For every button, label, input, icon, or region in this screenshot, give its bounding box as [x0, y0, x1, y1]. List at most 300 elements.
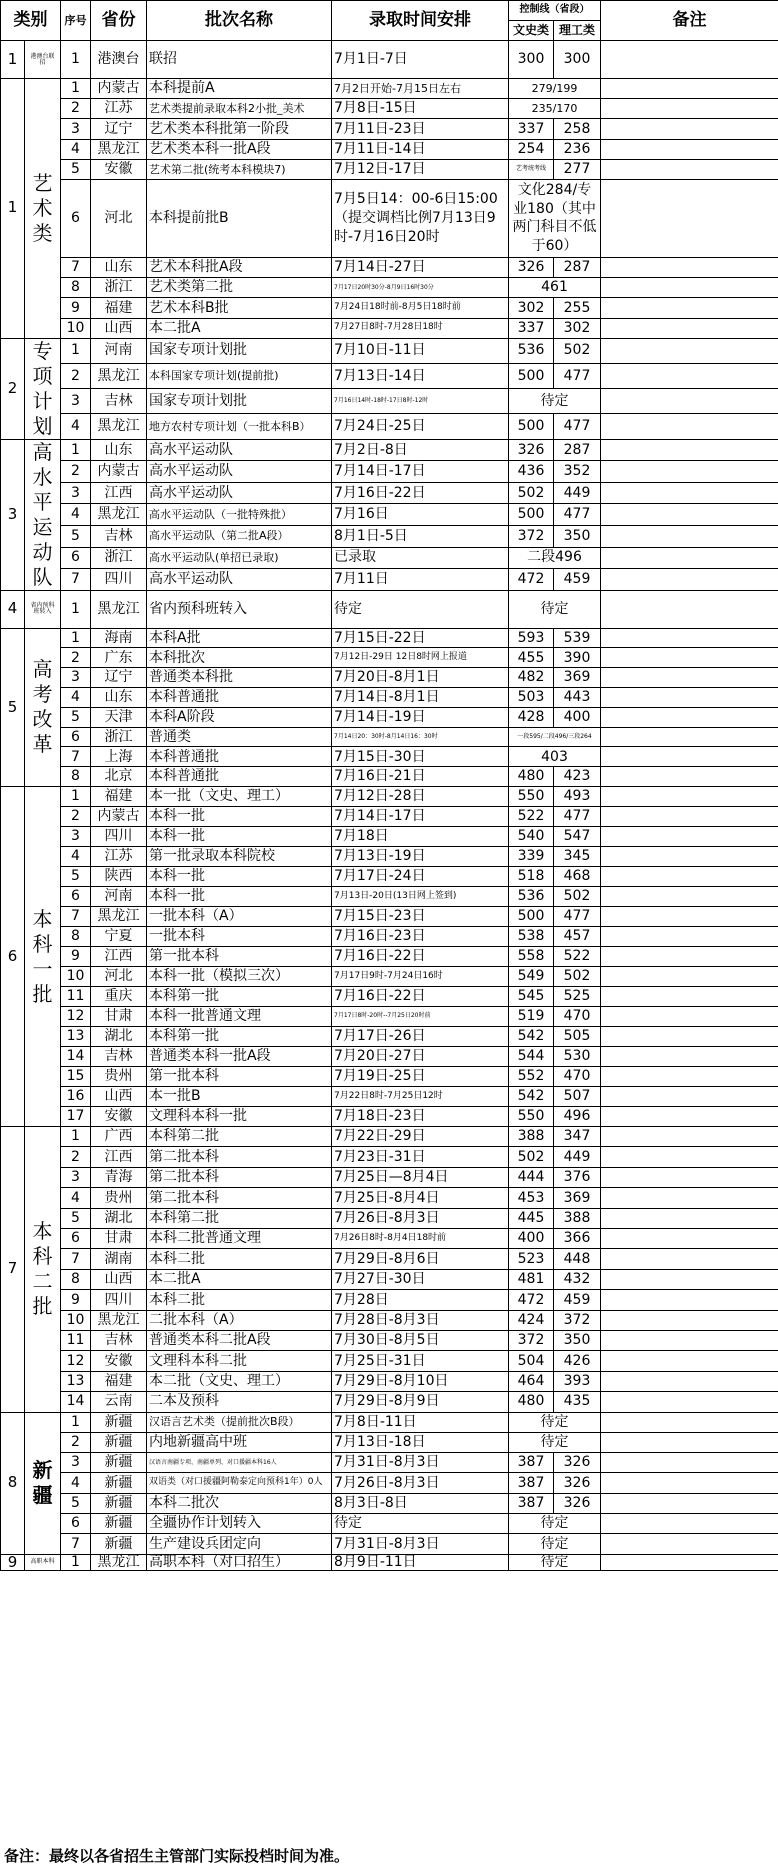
table-row — [1, 139, 778, 159]
row-province: 内蒙古 — [91, 79, 147, 99]
row-remarks — [601, 525, 778, 547]
row-batch: 生产建设兵团定向 — [147, 1534, 332, 1554]
row-province: 辽宁 — [91, 668, 147, 688]
row-schedule: 7月29日-8月10日 — [332, 1371, 509, 1391]
row-seq: 7 — [61, 1249, 91, 1269]
row-control-line: 279/199 — [509, 79, 601, 99]
row-seq: 4 — [61, 139, 91, 159]
row-control-line: 文化284/专业180（其中两门科目不低于60） — [509, 179, 601, 257]
row-control-line: 待定 — [509, 389, 601, 414]
row-arts-score: 558 — [509, 947, 554, 967]
row-control-line: 二段496 — [509, 547, 601, 569]
row-province: 港澳台 — [91, 41, 147, 79]
row-arts-score: 502 — [509, 1147, 554, 1167]
row-seq: 2 — [61, 1432, 91, 1452]
row-arts-score: 472 — [509, 1290, 554, 1310]
row-seq: 4 — [61, 414, 91, 439]
row-seq: 2 — [61, 461, 91, 483]
row-seq: 1 — [61, 1554, 91, 1571]
row-province: 黑龙江 — [91, 1554, 147, 1571]
group-name: 高考改革 — [25, 628, 61, 786]
row-seq: 5 — [61, 1493, 91, 1513]
row-province: 山西 — [91, 318, 147, 338]
row-province: 海南 — [91, 628, 147, 648]
row-batch: 本科第一批 — [147, 987, 332, 1007]
row-batch: 第二批本科 — [147, 1167, 332, 1187]
row-seq: 16 — [61, 1087, 91, 1107]
row-science-score: 400 — [554, 707, 601, 727]
row-science-score: 502 — [554, 338, 601, 363]
row-batch: 本科一批 — [147, 887, 332, 907]
row-batch: 本二批A — [147, 318, 332, 338]
group-name: 专项计划 — [25, 338, 61, 439]
row-remarks — [601, 1493, 778, 1513]
row-province: 安徽 — [91, 159, 147, 179]
row-remarks — [601, 1453, 778, 1473]
row-remarks — [601, 967, 778, 987]
row-arts-score: 464 — [509, 1371, 554, 1391]
row-seq: 6 — [61, 179, 91, 257]
row-science-score: 302 — [554, 318, 601, 338]
table-row — [1, 1067, 778, 1087]
row-batch: 普通类本科批 — [147, 668, 332, 688]
row-control-line: 待定 — [509, 1514, 601, 1534]
row-batch: 本科提前A — [147, 79, 332, 99]
row-remarks — [601, 1087, 778, 1107]
row-remarks — [601, 807, 778, 827]
row-science-score: 477 — [554, 414, 601, 439]
row-schedule: 7月14日20：30时-8月14日16：30时 — [332, 727, 509, 747]
row-arts-score: 444 — [509, 1167, 554, 1187]
row-batch: 高水平运动队 — [147, 569, 332, 591]
row-batch: 艺术类提前录取本科2小批_美术 — [147, 99, 332, 119]
row-province: 黑龙江 — [91, 414, 147, 439]
row-schedule: 7月22日8时-7月25日12时 — [332, 1087, 509, 1107]
row-arts-score: 472 — [509, 569, 554, 591]
row-batch: 本科普通批 — [147, 688, 332, 708]
table-row — [1, 1534, 778, 1554]
row-seq: 3 — [61, 389, 91, 414]
row-arts-score: 387 — [509, 1493, 554, 1513]
row-schedule: 7月15日-23日 — [332, 907, 509, 927]
table-body — [1, 41, 778, 1571]
row-batch: 文理科本科二批 — [147, 1351, 332, 1371]
row-control-line: 待定 — [509, 1432, 601, 1452]
row-province: 贵州 — [91, 1067, 147, 1087]
table-row — [1, 1188, 778, 1208]
group-name: 本科二批 — [25, 1127, 61, 1412]
row-schedule: 7月11日-14日 — [332, 139, 509, 159]
table-row — [1, 1229, 778, 1249]
row-arts-score: 542 — [509, 1087, 554, 1107]
row-schedule: 7月14日-17日 — [332, 461, 509, 483]
row-seq: 12 — [61, 1007, 91, 1027]
row-batch: 汉语言南疆专项、南疆单列、对口援疆本科16人 — [147, 1453, 332, 1473]
row-science-score: 459 — [554, 1290, 601, 1310]
row-remarks — [601, 787, 778, 807]
row-province: 吉林 — [91, 525, 147, 547]
row-arts-score: 337 — [509, 318, 554, 338]
row-province: 江苏 — [91, 847, 147, 867]
row-batch: 第二批本科 — [147, 1188, 332, 1208]
row-schedule: 8月1日-5日 — [332, 525, 509, 547]
row-province: 天津 — [91, 707, 147, 727]
row-batch: 本科提前批B — [147, 179, 332, 257]
row-province: 辽宁 — [91, 119, 147, 139]
row-batch: 第一批本科 — [147, 947, 332, 967]
row-remarks — [601, 590, 778, 628]
row-seq: 2 — [61, 363, 91, 388]
row-arts-score: 400 — [509, 1229, 554, 1249]
row-arts-score: 500 — [509, 414, 554, 439]
row-science-score: 369 — [554, 1188, 601, 1208]
group-name: 新疆 — [25, 1412, 61, 1554]
row-province: 贵州 — [91, 1188, 147, 1208]
table-row — [1, 461, 778, 483]
row-schedule: 7月15日-22日 — [332, 628, 509, 648]
row-seq: 6 — [61, 1514, 91, 1534]
row-science-score: 470 — [554, 1007, 601, 1027]
row-schedule: 7月25日—8月4日 — [332, 1167, 509, 1187]
row-schedule: 7月20日-27日 — [332, 1047, 509, 1067]
row-schedule: 7月16日-22日 — [332, 987, 509, 1007]
row-control-line: 235/170 — [509, 99, 601, 119]
row-science-score: 347 — [554, 1127, 601, 1147]
row-province: 吉林 — [91, 389, 147, 414]
row-science-score: 493 — [554, 787, 601, 807]
header-batch: 批次名称 — [147, 1, 332, 41]
table-row — [1, 1249, 778, 1269]
row-arts-score: 481 — [509, 1269, 554, 1289]
table-row — [1, 1330, 778, 1350]
row-control-line: 待定 — [509, 1554, 601, 1571]
row-science-score: 352 — [554, 461, 601, 483]
row-batch: 本科普通批 — [147, 747, 332, 767]
row-schedule: 7月8日-15日 — [332, 99, 509, 119]
row-arts-score: 542 — [509, 1027, 554, 1047]
row-seq: 1 — [61, 590, 91, 628]
row-schedule: 7月23日-31日 — [332, 1147, 509, 1167]
row-schedule: 7月31日-8月3日 — [332, 1534, 509, 1554]
row-control-line: 待定 — [509, 590, 601, 628]
row-science-score: 522 — [554, 947, 601, 967]
row-arts-score: 387 — [509, 1453, 554, 1473]
row-remarks — [601, 1554, 778, 1571]
row-remarks — [601, 278, 778, 298]
row-science-score: 496 — [554, 1107, 601, 1127]
row-schedule: 待定 — [332, 590, 509, 628]
table-row — [1, 688, 778, 708]
row-arts-score: 549 — [509, 967, 554, 987]
table-row — [1, 1493, 778, 1513]
row-arts-score: 552 — [509, 1067, 554, 1087]
row-schedule: 7月17日20时30分-8月9日16时30分 — [332, 278, 509, 298]
group-index: 1 — [1, 79, 25, 339]
row-schedule: 7月31日-8月3日 — [332, 1453, 509, 1473]
row-science-score: 449 — [554, 1147, 601, 1167]
table-row — [1, 807, 778, 827]
row-arts-score: 388 — [509, 1127, 554, 1147]
row-seq: 4 — [61, 1188, 91, 1208]
row-batch: 艺术本科B批 — [147, 298, 332, 318]
row-remarks — [601, 1330, 778, 1350]
row-batch: 本科二批普通文理 — [147, 1229, 332, 1249]
row-province: 安徽 — [91, 1107, 147, 1127]
row-seq: 6 — [61, 887, 91, 907]
row-arts-score: 593 — [509, 628, 554, 648]
row-arts-score: 337 — [509, 119, 554, 139]
row-batch: 二批本科（A） — [147, 1310, 332, 1330]
row-remarks — [601, 1514, 778, 1534]
row-seq: 1 — [61, 628, 91, 648]
row-science-score: 277 — [554, 159, 601, 179]
row-seq: 3 — [61, 1453, 91, 1473]
table-row — [1, 707, 778, 727]
row-province: 吉林 — [91, 1330, 147, 1350]
row-schedule: 7月25日-8月4日 — [332, 1188, 509, 1208]
row-seq: 2 — [61, 99, 91, 119]
row-seq: 2 — [61, 807, 91, 827]
table-row — [1, 787, 778, 807]
row-batch: 高职本科（对口招生） — [147, 1554, 332, 1571]
row-arts-score: 424 — [509, 1310, 554, 1330]
row-province: 湖北 — [91, 1208, 147, 1228]
row-arts-score: 518 — [509, 867, 554, 887]
row-seq: 9 — [61, 1290, 91, 1310]
row-arts-score: 550 — [509, 787, 554, 807]
row-province: 甘肃 — [91, 1007, 147, 1027]
row-batch: 第一批本科 — [147, 1067, 332, 1087]
row-batch: 本科普通批 — [147, 767, 332, 787]
table-row — [1, 318, 778, 338]
row-batch: 高水平运动队 — [147, 461, 332, 483]
row-batch: 本二批A — [147, 1269, 332, 1289]
group-index: 9 — [1, 1554, 25, 1571]
table-row — [1, 668, 778, 688]
row-province: 河南 — [91, 338, 147, 363]
row-province: 江西 — [91, 1147, 147, 1167]
row-seq: 7 — [61, 907, 91, 927]
row-schedule: 7月18日-23日 — [332, 1107, 509, 1127]
row-remarks — [601, 867, 778, 887]
row-seq: 17 — [61, 1107, 91, 1127]
row-seq: 4 — [61, 847, 91, 867]
row-province: 广东 — [91, 648, 147, 668]
row-remarks — [601, 767, 778, 787]
row-schedule: 7月12日-28日 — [332, 787, 509, 807]
row-science-score: 470 — [554, 1067, 601, 1087]
row-remarks — [601, 987, 778, 1007]
row-remarks — [601, 482, 778, 504]
row-province: 宁夏 — [91, 927, 147, 947]
row-schedule: 7月28日 — [332, 1290, 509, 1310]
row-remarks — [601, 1412, 778, 1432]
row-province: 福建 — [91, 787, 147, 807]
row-batch: 艺术类本科一批A段 — [147, 139, 332, 159]
row-remarks — [601, 628, 778, 648]
table-row — [1, 1027, 778, 1047]
row-science-score: 502 — [554, 887, 601, 907]
table-row — [1, 569, 778, 591]
row-province: 山东 — [91, 257, 147, 277]
row-remarks — [601, 1229, 778, 1249]
table-row — [1, 1351, 778, 1371]
row-remarks — [601, 1147, 778, 1167]
row-arts-score: 372 — [509, 1330, 554, 1350]
row-batch: 本科国家专项计划(提前批) — [147, 363, 332, 388]
row-schedule: 7月14日-17日 — [332, 807, 509, 827]
group-index: 4 — [1, 590, 25, 628]
row-schedule: 7月1日-7日 — [332, 41, 509, 79]
row-batch: 本科A阶段 — [147, 707, 332, 727]
row-remarks — [601, 119, 778, 139]
row-seq: 7 — [61, 1534, 91, 1554]
table-row — [1, 628, 778, 648]
group-name: 本科一批 — [25, 787, 61, 1127]
table-row — [1, 547, 778, 569]
row-arts-score: 519 — [509, 1007, 554, 1027]
row-schedule: 7月16日-21日 — [332, 767, 509, 787]
row-seq: 1 — [61, 41, 91, 79]
row-batch: 汉语言艺术类（提前批次B段） — [147, 1412, 332, 1432]
row-schedule: 8月3日-8日 — [332, 1493, 509, 1513]
row-science-score: 326 — [554, 1453, 601, 1473]
row-province: 四川 — [91, 1290, 147, 1310]
row-province: 江西 — [91, 947, 147, 967]
table-row — [1, 257, 778, 277]
row-science-score: 539 — [554, 628, 601, 648]
group-index: 1 — [1, 41, 25, 79]
table-row — [1, 1432, 778, 1452]
row-remarks — [601, 887, 778, 907]
row-arts-score: 326 — [509, 257, 554, 277]
group-index: 5 — [1, 628, 25, 786]
row-batch: 地方农村专项计划（一批本科B） — [147, 414, 332, 439]
row-province: 黑龙江 — [91, 139, 147, 159]
row-remarks — [601, 1127, 778, 1147]
row-science-score: 326 — [554, 1473, 601, 1493]
row-schedule: 7月13日-14日 — [332, 363, 509, 388]
table-row — [1, 967, 778, 987]
row-schedule: 7月17日8时-20时--7月25日20时前 — [332, 1007, 509, 1027]
row-schedule: 7月27日8时-7月28日18时 — [332, 318, 509, 338]
header-control-line: 控制线（省段） — [509, 1, 601, 21]
row-batch: 二本及预科 — [147, 1392, 332, 1412]
row-remarks — [601, 668, 778, 688]
row-batch: 高水平运动队(单招已录取) — [147, 547, 332, 569]
header-seq: 序号 — [61, 1, 91, 41]
table-row — [1, 414, 778, 439]
row-seq: 9 — [61, 298, 91, 318]
row-remarks — [601, 139, 778, 159]
row-science-score: 432 — [554, 1269, 601, 1289]
row-province: 黑龙江 — [91, 907, 147, 927]
table-row — [1, 439, 778, 461]
row-batch: 高水平运动队 — [147, 482, 332, 504]
row-batch: 本科A批 — [147, 628, 332, 648]
group-name: 港澳台联招 — [25, 41, 61, 79]
row-province: 新疆 — [91, 1514, 147, 1534]
row-seq: 11 — [61, 987, 91, 1007]
row-province: 青海 — [91, 1167, 147, 1187]
row-remarks — [601, 1269, 778, 1289]
row-batch: 艺术本科批A段 — [147, 257, 332, 277]
row-arts-score: 540 — [509, 827, 554, 847]
header-category: 类别 — [1, 1, 61, 41]
row-science-score: 393 — [554, 1371, 601, 1391]
row-province: 山东 — [91, 439, 147, 461]
row-science-score: 287 — [554, 439, 601, 461]
footer-note: 备注：最终以各省招生主管部门实际投档时间为准。 — [4, 1847, 350, 1865]
row-remarks — [601, 461, 778, 483]
table-row — [1, 1554, 778, 1571]
group-name: 艺术类 — [25, 79, 61, 339]
table-row — [1, 590, 778, 628]
row-seq: 5 — [61, 1208, 91, 1228]
row-science-score: 449 — [554, 482, 601, 504]
row-schedule: 7月26日-8月3日 — [332, 1473, 509, 1493]
row-science-score: 468 — [554, 867, 601, 887]
row-arts-score: 503 — [509, 688, 554, 708]
row-arts-score: 455 — [509, 648, 554, 668]
table-row — [1, 1514, 778, 1534]
row-arts-score: 300 — [509, 41, 554, 79]
row-science-score: 477 — [554, 807, 601, 827]
row-remarks — [601, 1067, 778, 1087]
row-remarks — [601, 648, 778, 668]
row-remarks — [601, 159, 778, 179]
row-batch: 本科二批 — [147, 1290, 332, 1310]
table-row — [1, 1087, 778, 1107]
group-index: 6 — [1, 787, 25, 1127]
row-seq: 10 — [61, 967, 91, 987]
row-schedule: 7月14日-8月1日 — [332, 688, 509, 708]
table-row — [1, 727, 778, 747]
row-remarks — [601, 1047, 778, 1067]
row-remarks — [601, 363, 778, 388]
row-arts-score: 536 — [509, 338, 554, 363]
row-seq: 5 — [61, 867, 91, 887]
row-seq: 3 — [61, 119, 91, 139]
row-science-score: 345 — [554, 847, 601, 867]
row-seq: 1 — [61, 439, 91, 461]
group-index: 8 — [1, 1412, 25, 1554]
row-remarks — [601, 338, 778, 363]
row-batch: 本科一批 — [147, 867, 332, 887]
group-name: 省内预科班转入 — [25, 590, 61, 628]
row-batch: 本科二批 — [147, 1249, 332, 1269]
row-province: 内蒙古 — [91, 807, 147, 827]
table-row — [1, 525, 778, 547]
row-remarks — [601, 1534, 778, 1554]
row-remarks — [601, 414, 778, 439]
table-row — [1, 119, 778, 139]
row-seq: 3 — [61, 668, 91, 688]
row-science-score: 477 — [554, 504, 601, 526]
row-remarks — [601, 1310, 778, 1330]
row-remarks — [601, 1432, 778, 1452]
row-province: 黑龙江 — [91, 590, 147, 628]
row-schedule: 7月15日-30日 — [332, 747, 509, 767]
row-batch: 本科一批 — [147, 827, 332, 847]
row-science-score: 525 — [554, 987, 601, 1007]
row-schedule: 7月13日-19日 — [332, 847, 509, 867]
row-seq: 12 — [61, 1351, 91, 1371]
table-row — [1, 1167, 778, 1187]
group-name: 高水平运动队 — [25, 439, 61, 590]
row-seq: 1 — [61, 79, 91, 99]
row-seq: 7 — [61, 569, 91, 591]
